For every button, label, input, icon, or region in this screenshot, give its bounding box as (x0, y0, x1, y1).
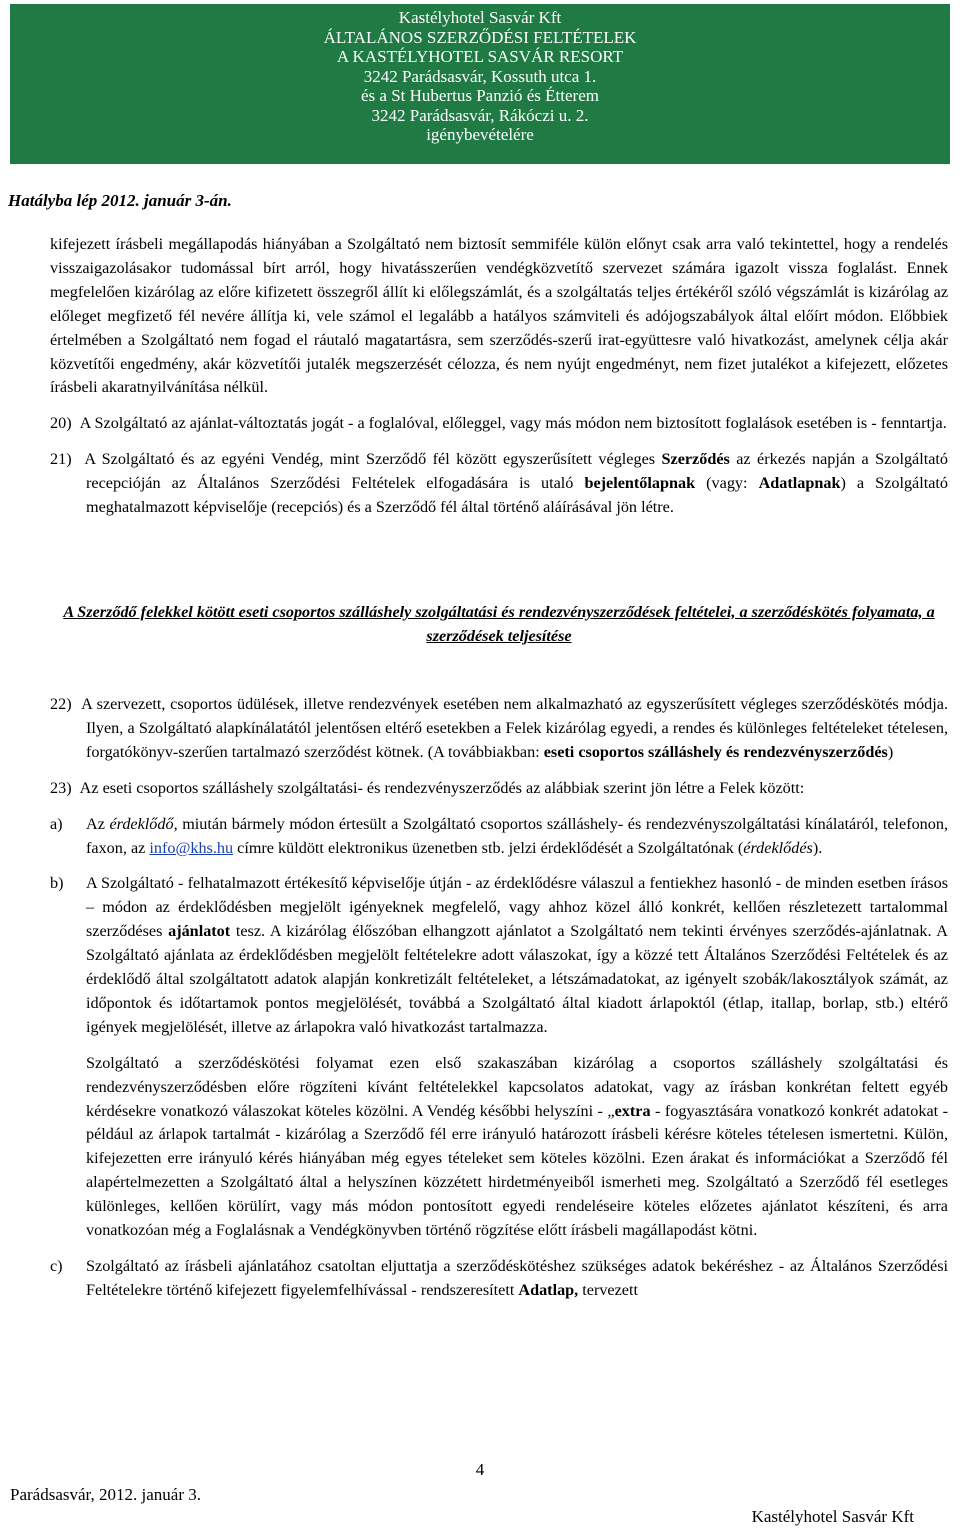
clause-21: 21) A Szolgáltató és az egyéni Vendég, mint Szerződő fél között egyszerűsített végleges Szerződés az érkezés napján a Szolgáltató recepcióján az Általános Szerződési Feltételek elfogadására is utaló bejelentőlapnak (vagy: Adatlapnak) a Szolgáltató meghatalmazott képviselője (recepciós) és a Szerződő fél által történő aláírásával jön létre. (50, 450, 949, 517)
section-title: A Szerződő felekkel kötött eseti csoportos szálláshely szolgáltatási és rendezvényszerződések feltételei, a szerződéskötés folyamata, a szerződések teljesítése (63, 602, 935, 646)
header-usage: igénybevételére (426, 125, 534, 144)
document-header (10, 4, 950, 164)
clause-23-c: c) Szolgáltató az írásbeli ajánlatához csatoltan eljuttatja a szerződéskötéshez szükséges adatok bekéréshez - az Általános Szerződési Feltételekre történő kifejezett figyelemfelhívással - rendszeresített Adatlap, tervezett (50, 1257, 948, 1299)
header-address-1: 3242 Parádsasvár, Kossuth utca 1. (363, 66, 597, 86)
clause-22: 22) A szervezett, csoportos üdülések, illetve rendezvények esetében nem alkalmazható az egyszerűsített végleges szerződéskötés módja. Ilyen, a Szolgáltató alapkínálatától jelentősen eltérő esetekben a Felek kizárólag egyedi, a rendes és különleges feltételeket tételesen, forgatókönyv-szerűen tartalmazó szerződést kötnek. (A továbbiakban: eseti csoportos szálláshely és rendezvényszerződés) (50, 694, 948, 761)
clause-23-b: b) A Szolgáltató - felhatalmazott értékesítő képviselője útján - az érdeklődésre válaszul a fentiekhez hasonló - de minden esetben írásos – módon az érdeklődésben megjelölt igényeknek megfelelő, vagy ahhoz közel álló konkrét, kellően részletezett tartalommal szerződéses ajánlatot tesz. A kizárólag élőszóban elhangzott ajánlatot a Szolgáltató nem tekinti érvényes szerződés-ajánlatnak. A Szolgáltató ajánlata az érdeklődésben megjelölt feltételekre adott válaszokat, így a közzé tett Általános Szerződési Feltételek és az érdeklődő által szolgáltatott adatok alapján konkretizált feltételeket, a létszámadatokat, az igényelt szobák/lakosztályok számát, az időpontok és időtartamok pontos megjelölését, továbbá a Szolgáltató által kiadott árlapoktól (étlap, itallap, borlap, stb.) eltérő igények megjelölését, illetve az árlapokra való hivatkozást tartalmazza. Szolgáltató a szerződéskötési folyamat ezen első szakaszában kizárólag a csoportos szálláshely szolgáltatási és rendezvényszerződésben előre rögzíteni kívánt feltételekkel kapcsolatos adatokat, vagy az írásban konkrétan feltett egyéb kérdésekre vonatkozó válaszokat köteles közölni. A Vendég későbbi helyszíni - „extra - fogyasztására vonatkozó konkrét adatokat - például az árlapok tartalmát - kizárólag a Szerződő fél erre irányuló határozott írásbeli kérésre köteles tételesen ismertetni. Külön, kifejezetten erre irányuló kérés hiányában még egyes tételeket sem köteles közölni. Ezen árakat és információkat a Szerződő fél alapértelmezetten a Szolgáltató által a helyszínen közzétett hirdetményeiből ismerheti meg. Szolgáltató a Szerződő fél esetleges különleges, kellően körülírt, vagy más módon pontosított egyedi rendeléseire köteles előzetes ajánlatot készíteni, és arra vonatkozóan még a Foglalásnak a Vendégkönyvben történő rögzítése előtt írásbeli magállapodást kötni. (86, 872, 948, 1243)
document-body (50, 233, 948, 1303)
clause-23-a: a) Az érdeklődő, miután bármely módon értesült a Szolgáltató csoportos szálláshely- és rendezvényszolgáltatási kínálatáról, telefonon, faxon, az info@khs.hu címre küldött elektronikus üzenetben stb. jelzi érdeklődését a Szolgáltatónak (érdeklődés). (50, 814, 949, 857)
effective-date: Hatályba lép 2012. január 3-án. (8, 191, 232, 210)
header-panzio: és a St Hubertus Panzió és Étterem (361, 86, 599, 105)
paragraph-intro: kifejezett írásbeli megállapodás hiányában a Szolgáltató nem biztosít semmiféle külön előnyt csak arra való tekintettel, hogy a rendelés visszaigazolásakor tudomással bírt arról, hogy hivatásszerűen vendégközvetítő szervezet számára igazolt vissza foglalást. Ennek megfelelően kizárólag az előre kifizetett összegről állít ki előlegszámlát, és a szolgáltatás teljes értékéről szóló végszámlát is kizárólag az előleget megfizető fél nevére állítja ki, vele számol el legalább a hatályos számviteli és adójogszabályok által előírt módon. Előbbiek értelmében a Szolgáltató nem fogad el ráutaló magatartásra, sem szerződés-szerű irat-együttesre való hivatkozást, amelynek célja akár közvetítői engedmény, akár közvetítői jutalék megszerzését célozza, és nem nyújt engedményt, nem fizet jutalékot a kifejezett, előzetes írásbeli akaratnyilvánítása nélkül. (50, 235, 948, 397)
clause-20: 20) A Szolgáltató az ajánlat-változtatás jogát - a foglalóval, előleggel, vagy más módon nem biztosított foglalások esetében is - fenntartja. (50, 414, 947, 433)
footer-date: Parádsasvár, 2012. január 3. (10, 1485, 201, 1504)
clause-23-b-paragraph-2: Szolgáltató a szerződéskötési folyamat ezen első szakaszában kizárólag a csoportos szálláshely szolgáltatási és rendezvényszerződésben előre rögzíteni kívánt feltételekkel kapcsolatos adatokat, vagy az írásban konkrétan feltett egyéb kérdésekre vonatkozó válaszokat köteles közölni. A Vendég későbbi helyszíni - „extra - fogyasztására vonatkozó konkrét adatokat - például az árlapok tartalmát - kizárólag a Szerződő fél erre irányuló határozott írásbeli kérésre köteles tételesen ismertetni. Külön, kifejezetten erre irányuló kérés hiányában még egyes tételeket sem köteles közölni. Ezen árakat és információkat a Szerződő fél alapértelmezetten a Szolgáltató által a helyszínen közzétett hirdetményeiből ismerheti meg. Szolgáltató a Szerződő fél esetleges különleges, kellően körülírt, vagy más módon pontosított egyedi rendeléseire köteles előzetes ajánlatot készíteni, és arra vonatkozóan még a Foglalásnak a Vendégkönyvben történő rögzítése előtt írásbeli magállapodást kötni. (86, 1053, 948, 1240)
header-resort: A KASTÉLYHOTEL SASVÁR RESORT (336, 47, 624, 66)
header-company: Kastélyhotel Sasvár Kft (398, 8, 562, 27)
header-title: ÁLTALÁNOS SZERZŐDÉSI FELTÉTELEK (323, 27, 637, 47)
clause-23: 23) Az eseti csoportos szálláshely szolgáltatási- és rendezvényszerződés az alábbiak szerint jön létre a Felek között: (50, 778, 805, 797)
footer-company: Kastélyhotel Sasvár Kft (751, 1507, 914, 1526)
email-link[interactable]: info@khs.hu (149, 838, 234, 857)
header-address-2: 3242 Parádsasvár, Rákóczi u. 2. (371, 105, 589, 125)
page-number: 4 (475, 1460, 485, 1479)
